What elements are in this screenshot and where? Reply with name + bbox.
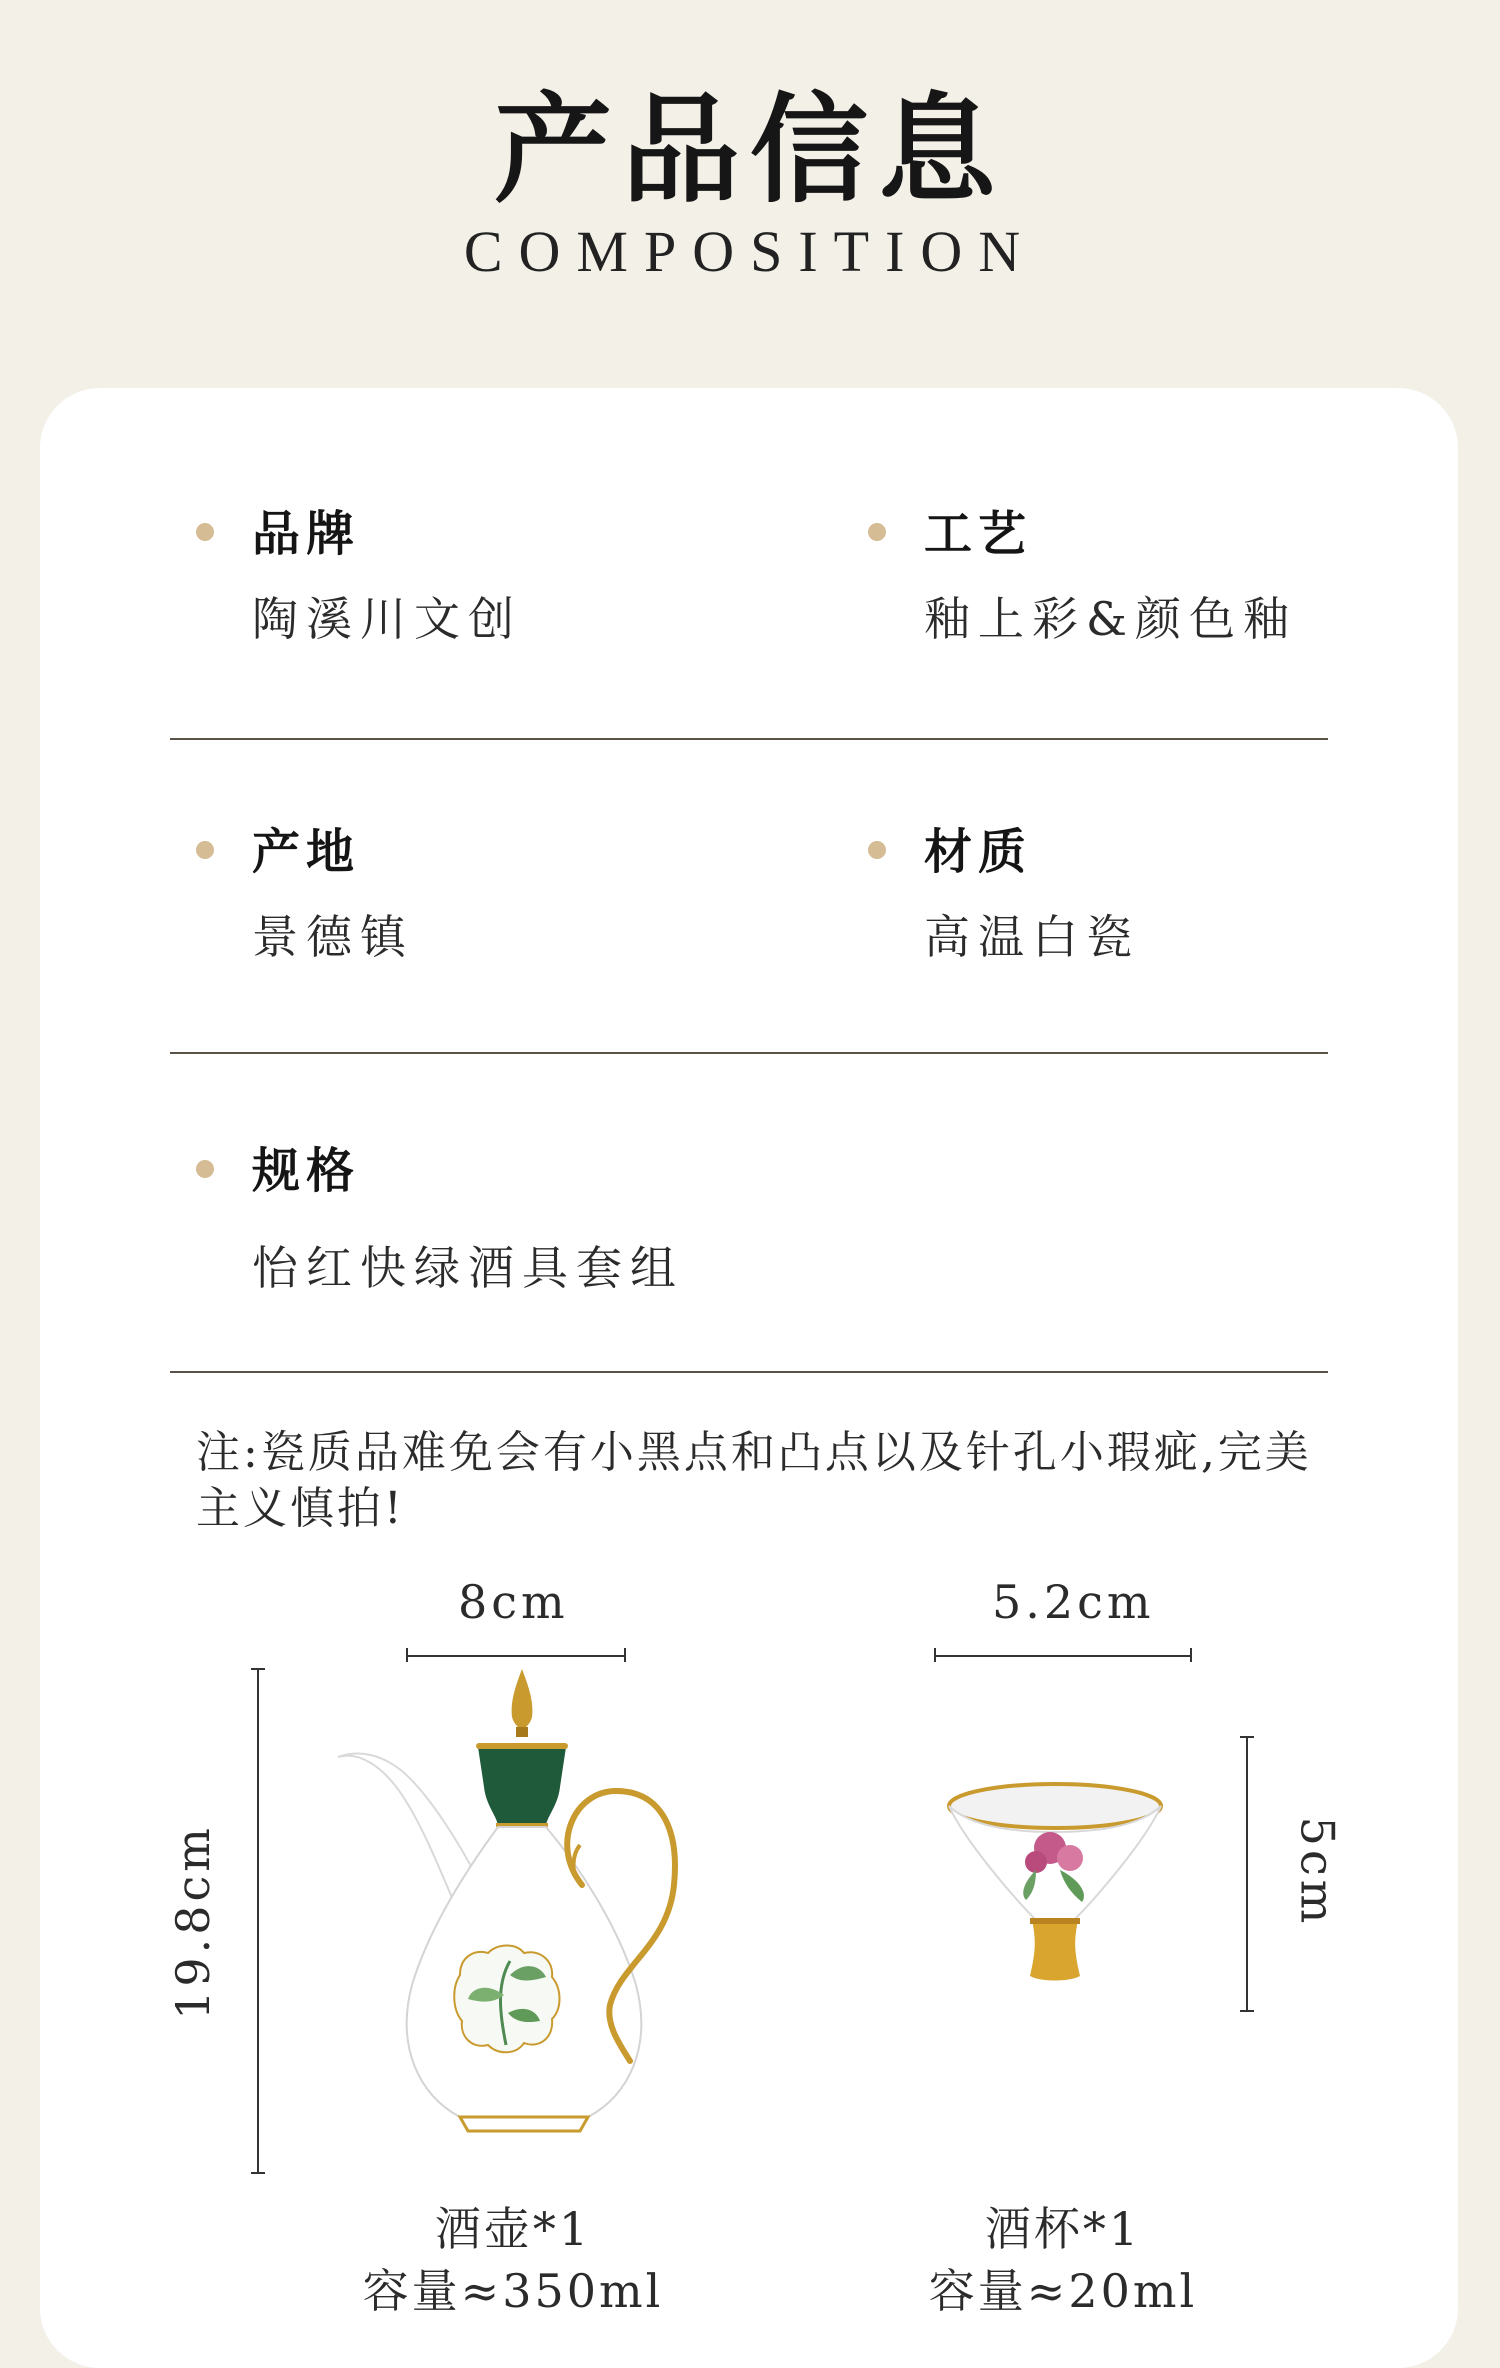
pot-width-label: 8cm — [458, 1575, 569, 1629]
wine-pot-image — [310, 1665, 740, 2145]
bullet-dot-icon — [196, 841, 214, 859]
cup-height-label: 5cm — [1290, 1816, 1345, 1928]
cup-name: 酒杯*1 — [984, 2202, 1142, 2256]
cup-caption — [858, 2198, 1268, 2322]
pot-height-label: 19.8cm — [165, 1824, 220, 2020]
dimension-tick — [251, 1668, 265, 1670]
cup-capacity: 容量≈20ml — [928, 2264, 1198, 2318]
cup-width-label: 5.2cm — [992, 1575, 1155, 1629]
dimension-tick — [624, 1648, 626, 1662]
origin-value: 景德镇 — [252, 910, 414, 964]
bullet-dot-icon — [196, 523, 214, 541]
divider — [170, 1371, 1328, 1373]
dimension-tick — [251, 2172, 265, 2174]
dimension-tick — [406, 1648, 408, 1662]
material-label: 材质 — [924, 824, 1033, 880]
wine-cup-image — [940, 1770, 1170, 2010]
pot-caption — [282, 2198, 744, 2322]
bullet-dot-icon — [868, 523, 886, 541]
divider — [170, 1052, 1328, 1054]
spec-label: 规格 — [252, 1143, 361, 1199]
cup-width-line — [934, 1655, 1192, 1657]
dimension-tick — [934, 1648, 936, 1662]
origin-label: 产地 — [252, 824, 361, 880]
pot-height-line — [257, 1668, 259, 2174]
pot-width-line — [406, 1655, 626, 1657]
dimension-tick — [1240, 2010, 1254, 2012]
craft-value: 釉上彩&颜色釉 — [924, 592, 1297, 646]
divider — [170, 738, 1328, 740]
bullet-dot-icon — [196, 1160, 214, 1178]
spec-value: 怡红快绿酒具套组 — [252, 1241, 684, 1295]
pot-name: 酒壶*1 — [434, 2202, 592, 2256]
dimension-tick — [1190, 1648, 1192, 1662]
bullet-dot-icon — [868, 841, 886, 859]
page-subtitle: COMPOSITION — [463, 219, 1037, 284]
material-value: 高温白瓷 — [924, 910, 1140, 964]
craft-label: 工艺 — [924, 506, 1033, 562]
info-card — [40, 388, 1458, 2368]
dimension-tick — [1240, 1736, 1254, 1738]
pot-capacity: 容量≈350ml — [362, 2264, 664, 2318]
brand-label: 品牌 — [252, 506, 361, 562]
cup-height-line — [1246, 1736, 1248, 2012]
page-title: 产品信息 — [493, 80, 1006, 219]
care-note: 注:瓷质品难免会有小黑点和凸点以及针孔小瑕疵,完美主义慎拍! — [196, 1427, 1312, 1534]
brand-value: 陶溪川文创 — [252, 592, 522, 646]
